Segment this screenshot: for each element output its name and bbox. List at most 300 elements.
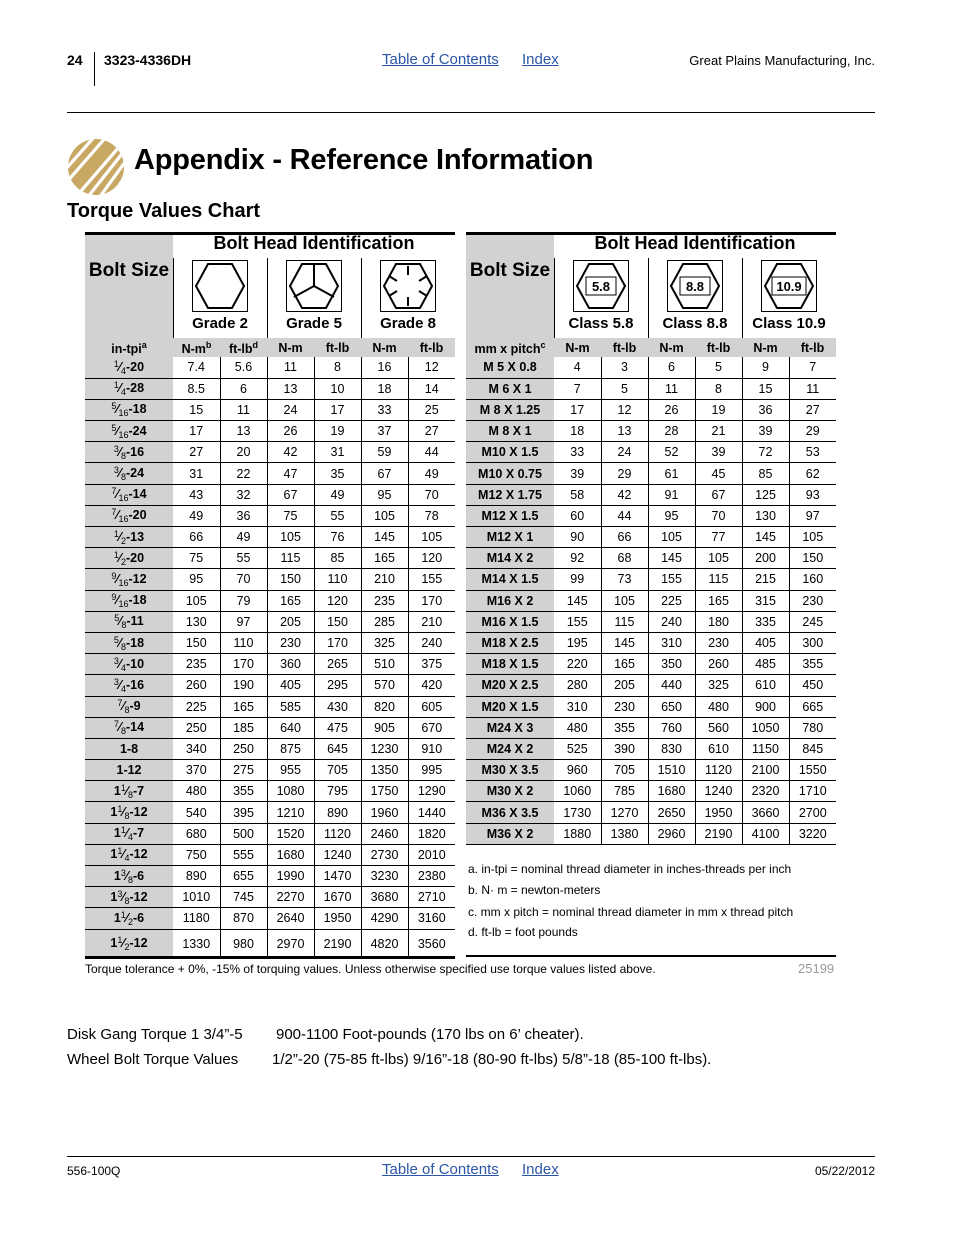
torque-value-cell: 680 [173,823,220,844]
torque-value-cell: 785 [601,781,648,802]
torque-value-cell: 190 [220,675,267,696]
torque-value-cell: 165 [361,548,408,569]
bolt-size-label: Bolt Size [469,260,551,281]
bolt-size-fraction: $1^1⁄_4-12$ [110,846,148,864]
torque-table-imperial [85,232,455,959]
torque-value-cell: 1180 [173,908,220,929]
table-row [85,696,455,717]
table-row [466,527,836,548]
table-row [466,378,836,399]
torque-value-cell: 66 [601,527,648,548]
footer-toc-link[interactable]: Table of Contents [382,1161,499,1178]
torque-value-cell: 27 [789,399,836,420]
table-row [85,760,455,781]
imperial-body [85,357,455,959]
torque-value-cell: 480 [695,696,742,717]
torque-value-cell: 35 [314,463,361,484]
torque-value-cell: 95 [648,505,695,526]
torque-value-cell: 240 [408,632,455,653]
table-row [85,632,455,653]
torque-table-metric [466,232,836,844]
table-row [85,887,455,908]
torque-value-cell: 55 [220,548,267,569]
torque-value-cell: 3560 [408,929,455,958]
torque-value-cell: 28 [648,421,695,442]
torque-value-cell: 480 [173,781,220,802]
header-toc-link[interactable]: Table of Contents [382,51,499,68]
bolt-size-cell: M36 X 2 [466,823,554,844]
torque-value-cell: 110 [220,632,267,653]
torque-value-cell: 1950 [314,908,361,929]
table-row [85,357,455,378]
torque-value-cell: 105 [601,590,648,611]
torque-value-cell: 370 [173,760,220,781]
torque-value-cell: 225 [173,696,220,717]
torque-value-cell: 43 [173,484,220,505]
torque-value-cell: 2190 [695,823,742,844]
torque-value-cell: 875 [267,738,314,759]
table-row [85,378,455,399]
torque-value-cell: 6 [220,378,267,399]
torque-value-cell: 285 [361,611,408,632]
table-row [85,590,455,611]
torque-value-cell: 66 [173,527,220,548]
torque-value-cell: 49 [314,484,361,505]
torque-value-cell: 145 [361,527,408,548]
torque-value-cell: 91 [648,484,695,505]
torque-value-cell: 355 [220,781,267,802]
class109-mark: 10.9 [776,279,802,294]
subheader-cell: $ft-lb^d$ [220,338,267,357]
torque-value-cell: 3 [601,357,648,378]
torque-value-cell: 485 [742,654,789,675]
torque-value-cell: 2650 [648,802,695,823]
wheel-bolt-torque-value: 1/2”-20 (75-85 ft-lbs) 9/16”-18 (80-90 ft-lbs) 5/8”-18 (85-100 ft-lbs). [272,1051,712,1068]
torque-value-cell: 73 [601,569,648,590]
torque-value-cell: 7 [554,378,601,399]
torque-value-cell: 170 [220,654,267,675]
torque-value-cell: 430 [314,696,361,717]
torque-value-cell: 130 [173,611,220,632]
torque-value-cell: 120 [314,590,361,611]
torque-value-cell: 205 [267,611,314,632]
torque-value-cell: 750 [173,844,220,865]
torque-value-cell: 105 [267,527,314,548]
disk-gang-torque-label: Disk Gang Torque 1 3/4”-5 [67,1026,243,1043]
footer-rule [67,1156,875,1157]
torque-value-cell: 55 [314,505,361,526]
subheader-cell: N-m [361,338,408,357]
torque-value-cell: 2460 [361,823,408,844]
bolt-size-cell [85,802,173,823]
torque-value-cell: 32 [220,484,267,505]
torque-value-cell: 49 [408,463,455,484]
bolt-size-fraction: $^5⁄_8-11$ [114,613,144,631]
torque-value-cell: 13 [220,421,267,442]
bolt-size-cell [85,484,173,505]
torque-value-cell: 79 [220,590,267,611]
bolt-size-cell: M12 X 1.5 [466,505,554,526]
bolt-size-cell: M36 X 3.5 [466,802,554,823]
torque-value-cell: 650 [648,696,695,717]
bolt-size-cell [85,569,173,590]
bolt-size-fraction: $^3⁄_8-16$ [113,443,145,461]
torque-value-cell: 44 [601,505,648,526]
torque-value-cell: 585 [267,696,314,717]
grade5-bolt-head-icon [286,260,342,312]
torque-value-cell: 355 [789,654,836,675]
torque-value-cell: 105 [789,527,836,548]
torque-value-cell: 11 [648,378,695,399]
bolt-size-cell [85,548,173,569]
table-row [85,908,455,929]
torque-value-cell: 68 [601,548,648,569]
torque-value-cell: 1730 [554,802,601,823]
torque-value-cell: 36 [742,399,789,420]
torque-value-cell: 250 [173,717,220,738]
torque-value-cell: 42 [267,442,314,463]
subheader-cell: ft-lb [695,338,742,357]
bolt-size-cell [85,760,173,781]
torque-value-cell: 11 [789,378,836,399]
torque-value-cell: 2960 [648,823,695,844]
bolt-size-fraction: 1-12 [116,763,142,778]
torque-value-cell: 99 [554,569,601,590]
class109-label: Class 10.9 [752,315,826,332]
torque-value-cell: 36 [220,505,267,526]
table-row [85,929,455,958]
torque-value-cell: 39 [695,442,742,463]
bolt-size-fraction: $1^1⁄_2-12$ [110,935,148,953]
torque-value-cell: 1670 [314,887,361,908]
header-index-link[interactable]: Index [522,51,559,68]
bolt-head-id-label: Bolt Head Identification [213,233,415,253]
torque-value-cell: 26 [648,399,695,420]
torque-value-cell: 230 [601,696,648,717]
torque-value-cell: 1520 [267,823,314,844]
torque-value-cell: 70 [220,569,267,590]
torque-value-cell: 3660 [742,802,789,823]
subheader-cell: N-m [554,338,601,357]
class88-mark: 8.8 [685,279,705,294]
torque-value-cell: 475 [314,717,361,738]
torque-value-cell: 610 [742,675,789,696]
footnote-a: a. in-tpi = nominal thread diameter in inches-threads per inch [468,862,792,876]
torque-value-cell: 145 [554,590,601,611]
torque-value-cell: 180 [695,611,742,632]
header-rule [67,112,875,113]
torque-value-cell: 1290 [408,781,455,802]
torque-value-cell: 440 [648,675,695,696]
torque-value-cell: 93 [789,484,836,505]
torque-value-cell: 145 [601,632,648,653]
torque-value-cell: 185 [220,717,267,738]
class58-mark: 5.8 [591,279,611,294]
table-row [466,442,836,463]
torque-value-cell: 405 [267,675,314,696]
torque-value-cell: 170 [408,590,455,611]
bolt-size-label: Bolt Size [88,260,170,281]
torque-value-cell: 105 [648,527,695,548]
torque-value-cell: 1010 [173,887,220,908]
torque-value-cell: 335 [742,611,789,632]
size-unit-header: in-tpi$^a$ [85,338,173,357]
torque-value-cell: 150 [314,611,361,632]
torque-value-cell: 1550 [789,760,836,781]
torque-value-cell: 33 [361,399,408,420]
bolt-size-cell [85,738,173,759]
torque-value-cell: 58 [554,484,601,505]
torque-value-cell: 150 [267,569,314,590]
torque-value-cell: 95 [173,569,220,590]
footnote-d: d. ft-lb = foot pounds [468,925,578,939]
torque-value-cell: 1680 [648,781,695,802]
torque-value-cell: 97 [789,505,836,526]
table-row [85,717,455,738]
torque-value-cell: 8 [695,378,742,399]
bolt-size-cell: M 5 X 0.8 [466,357,554,378]
torque-value-cell: 77 [695,527,742,548]
table-row [466,590,836,611]
torque-value-cell: 3220 [789,823,836,844]
table-row [466,632,836,653]
torque-value-cell: 905 [361,717,408,738]
bolt-size-cell [85,866,173,887]
bolt-size-cell: M10 X 1.5 [466,442,554,463]
torque-value-cell: 1960 [361,802,408,823]
page-number: 24 [67,52,83,68]
torque-value-cell: 310 [554,696,601,717]
torque-value-cell: 640 [267,717,314,738]
bolt-size-cell [85,357,173,378]
torque-value-cell: 1950 [695,802,742,823]
torque-value-cell: 49 [220,527,267,548]
torque-value-cell: 78 [408,505,455,526]
bolt-size-cell [85,887,173,908]
torque-value-cell: 540 [173,802,220,823]
subheader-cell: N-m [742,338,789,357]
torque-value-cell: 27 [408,421,455,442]
table-row [466,548,836,569]
torque-value-cell: 49 [173,505,220,526]
figure-code: 25199 [798,961,835,976]
bolt-size-fraction: $^5⁄_{16}-18$ [111,401,147,419]
torque-value-cell: 240 [648,611,695,632]
table-row [85,611,455,632]
grade8-label: Grade 8 [380,315,436,332]
torque-value-cell: 110 [314,569,361,590]
torque-value-cell: 115 [601,611,648,632]
bolt-size-fraction: $^7⁄_8-14$ [113,719,145,737]
torque-value-cell: 85 [742,463,789,484]
torque-value-cell: 845 [789,738,836,759]
torque-value-cell: 8 [314,357,361,378]
torque-value-cell: 275 [220,760,267,781]
header-divider [94,52,95,86]
class109-bolt-head-icon [761,260,817,312]
torque-value-cell: 665 [789,696,836,717]
torque-value-cell: 870 [220,908,267,929]
torque-value-cell: 11 [220,399,267,420]
torque-value-cell: 70 [408,484,455,505]
table-row [85,781,455,802]
torque-value-cell: 210 [408,611,455,632]
torque-value-cell: 205 [601,675,648,696]
class88-bolt-head-icon [667,260,723,312]
torque-value-cell: 16 [361,357,408,378]
torque-value-cell: 450 [789,675,836,696]
torque-value-cell: 645 [314,738,361,759]
torque-value-cell: 15 [742,378,789,399]
bolt-size-fraction: $1^3⁄_8-12$ [110,888,148,906]
torque-value-cell: 235 [173,654,220,675]
bolt-size-fraction: $^3⁄_8-24$ [113,465,145,483]
torque-value-cell: 45 [695,463,742,484]
tolerance-note: Torque tolerance + 0%, -15% of torquing values. Unless otherwise specified use torque values listed above. [85,962,656,976]
table-row [85,399,455,420]
torque-value-cell: 76 [314,527,361,548]
torque-value-cell: 2320 [742,781,789,802]
bolt-size-fraction: $^7⁄_{16}-14$ [111,486,147,504]
torque-value-cell: 910 [408,738,455,759]
torque-value-cell: 39 [554,463,601,484]
torque-value-cell: 310 [648,632,695,653]
subheader-cell: ft-lb [314,338,361,357]
torque-value-cell: 165 [601,654,648,675]
table-row [85,654,455,675]
torque-value-cell: 955 [267,760,314,781]
torque-value-cell: 500 [220,823,267,844]
torque-value-cell: 420 [408,675,455,696]
bolt-size-fraction: $1^3⁄_8-6$ [113,867,145,885]
torque-value-cell: 760 [648,717,695,738]
table-row [85,844,455,865]
torque-value-cell: 20 [220,442,267,463]
torque-value-cell: 820 [361,696,408,717]
table-row [85,421,455,442]
table-row [466,696,836,717]
class58-bolt-head-icon [573,260,629,312]
torque-value-cell: 235 [361,590,408,611]
torque-value-cell: 7.4 [173,357,220,378]
footer-date: 05/22/2012 [814,1164,875,1178]
torque-value-cell: 170 [314,632,361,653]
bolt-size-cell: M10 X 0.75 [466,463,554,484]
torque-value-cell: 960 [554,760,601,781]
class88-label: Class 8.8 [662,315,728,332]
torque-value-cell: 15 [173,399,220,420]
torque-value-cell: 1150 [742,738,789,759]
torque-value-cell: 225 [648,590,695,611]
imperial-subheader [85,338,455,357]
torque-value-cell: 105 [695,548,742,569]
torque-value-cell: 120 [408,548,455,569]
bolt-size-fraction: $^1⁄_2-20$ [113,549,145,567]
bolt-size-fraction: $^1⁄_4-28$ [113,380,145,398]
torque-value-cell: 75 [267,505,314,526]
torque-value-cell: 300 [789,632,836,653]
torque-value-cell: 115 [267,548,314,569]
torque-value-cell: 75 [173,548,220,569]
bolt-size-cell: M24 X 2 [466,738,554,759]
torque-value-cell: 570 [361,675,408,696]
bolt-size-cell [85,696,173,717]
torque-value-cell: 60 [554,505,601,526]
table-row [85,738,455,759]
torque-value-cell: 26 [267,421,314,442]
bolt-size-cell: M24 X 3 [466,717,554,738]
torque-value-cell: 3230 [361,866,408,887]
table-row [466,781,836,802]
table-row [466,738,836,759]
bolt-size-cell: M14 X 1.5 [466,569,554,590]
torque-value-cell: 42 [601,484,648,505]
footer-index-link[interactable]: Index [522,1161,559,1178]
torque-value-cell: 145 [742,527,789,548]
grade2-label: Grade 2 [192,315,248,332]
torque-value-cell: 3680 [361,887,408,908]
subheader-cell: N-m [267,338,314,357]
part-number: 556-100Q [67,1164,121,1178]
torque-value-cell: 67 [267,484,314,505]
bolt-size-cell [85,378,173,399]
torque-value-cell: 18 [554,421,601,442]
torque-value-cell: 39 [742,421,789,442]
torque-value-cell: 1820 [408,823,455,844]
table-row [466,823,836,844]
footnote-b: b. N· m = newton-meters [468,883,601,897]
torque-value-cell: 10 [314,378,361,399]
table-row [466,654,836,675]
torque-value-cell: 14 [408,378,455,399]
table-row [85,823,455,844]
bolt-size-fraction: $^3⁄_4-10$ [113,655,145,673]
footnote-c: c. mm x pitch = nominal thread diameter in mm x thread pitch [468,905,794,919]
torque-value-cell: 5 [695,357,742,378]
bolt-size-cell [85,654,173,675]
torque-value-cell: 18 [361,378,408,399]
subheader-cell: ft-lb [408,338,455,357]
bolt-size-cell [85,929,173,958]
great-plains-logo-icon [67,138,125,196]
torque-value-cell: 85 [314,548,361,569]
torque-value-cell: 2270 [267,887,314,908]
torque-value-cell: 1120 [314,823,361,844]
torque-value-cell: 4820 [361,929,408,958]
bolt-size-cell: M12 X 1 [466,527,554,548]
torque-value-cell: 1510 [648,760,695,781]
torque-value-cell: 95 [361,484,408,505]
grade5-label: Grade 5 [286,315,342,332]
torque-value-cell: 6 [648,357,695,378]
bolt-size-fraction: $^9⁄_{16}-18$ [111,592,147,610]
torque-value-cell: 1440 [408,802,455,823]
torque-value-cell: 21 [695,421,742,442]
torque-value-cell: 24 [601,442,648,463]
torque-value-cell: 31 [314,442,361,463]
table-row [85,484,455,505]
torque-value-cell: 610 [695,738,742,759]
bolt-size-fraction: $^7⁄_8-9$ [117,698,141,716]
torque-value-cell: 5.6 [220,357,267,378]
torque-value-cell: 350 [648,654,695,675]
torque-value-cell: 1710 [789,781,836,802]
table-row [466,463,836,484]
torque-value-cell: 52 [648,442,695,463]
table-row [466,484,836,505]
torque-value-cell: 295 [314,675,361,696]
torque-value-cell: 24 [267,399,314,420]
